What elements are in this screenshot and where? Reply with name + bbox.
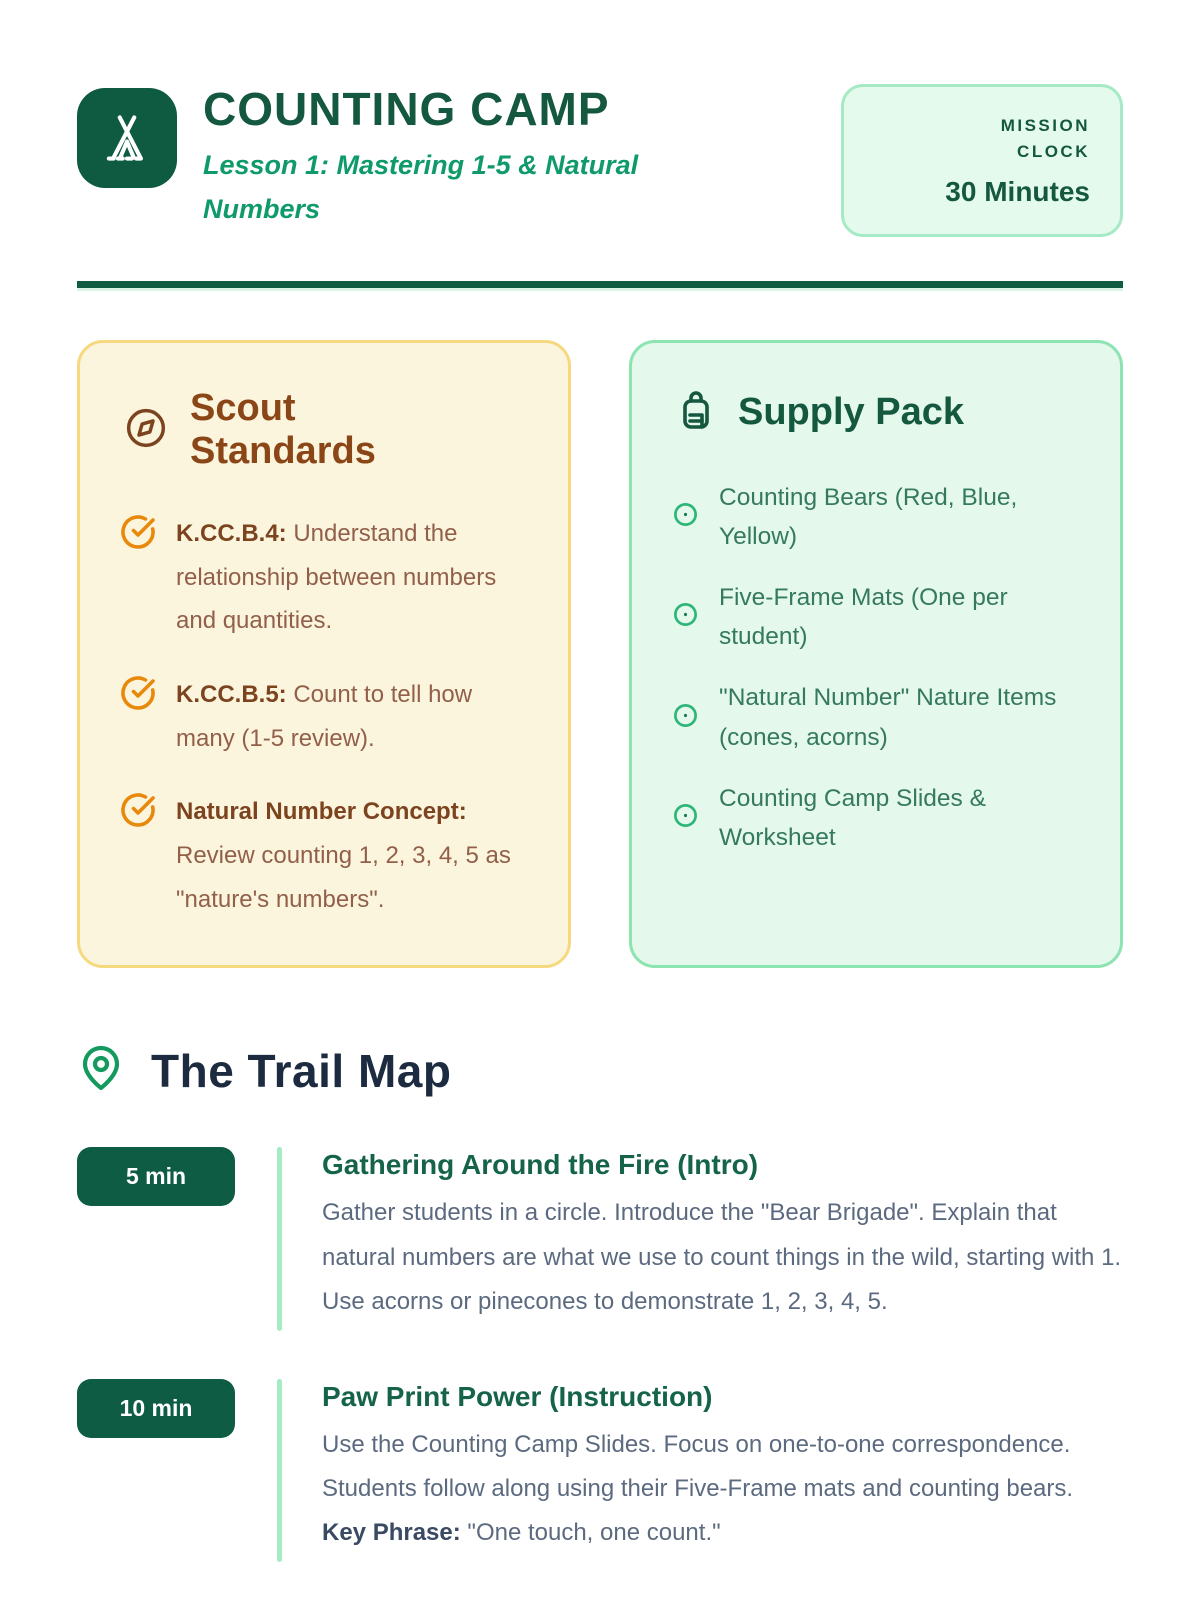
tent-icon [77,88,177,188]
standard-code: Natural Number Concept: [176,798,467,826]
step-body: Gather students in a circle. Introduce the "Bear Brigade". Explain that natural numbers are what we use to count things in the wild, starting with 1. Use acorns or pinecones to demonstrate 1, 2, 3, 4, 5. [322,1199,1122,1316]
standard-code: K.CC.B.5: [176,681,287,709]
trail-map-title: The Trail Map [151,1044,452,1097]
supply-text: Counting Camp Slides & Worksheet [719,784,986,851]
supply-item [672,478,1080,556]
step-body: Use the Counting Camp Slides. Focus on one-to-one correspondence. Students follow along using their Five-Frame mats and counting bears. Key Phrase: "One touch, one count." [322,1430,1074,1547]
trail-step [77,1147,1123,1330]
standard-text: Count to tell how many (1-5 review). [176,681,473,752]
standard-text: Review counting 1, 2, 3, 4, 5 as "nature's numbers". [176,842,511,913]
info-cards-row [77,340,1123,969]
supply-text: "Natural Number" Nature Items (cones, acorns) [719,684,1057,751]
check-circle-icon [120,514,156,643]
standard-item [120,512,528,643]
key-phrase-label: Key Phrase: [322,1519,461,1547]
supply-item [672,578,1080,656]
page-subtitle: Lesson 1: Mastering 1-5 & Natural Numbers [203,149,639,225]
bullet-dot-icon [672,802,699,834]
mission-clock-card [841,84,1123,237]
scout-standards-card [77,340,571,969]
supply-pack-title: Supply Pack [738,391,964,434]
map-pin-icon [77,1042,125,1099]
duration-badge: 5 min [77,1147,235,1206]
standard-text: Understand the relationship between numbers and quantities. [176,520,497,635]
check-circle-icon [120,675,156,760]
standard-item [120,673,528,760]
check-circle-icon [120,792,156,921]
bullet-dot-icon [672,501,699,533]
duration-badge: 10 min [77,1379,235,1438]
page-title: COUNTING CAMP [203,83,610,135]
compass-icon [120,402,172,459]
supply-text: Five-Frame Mats (One per student) [719,584,1008,651]
supply-text: Counting Bears (Red, Blue, Yellow) [719,483,1018,550]
step-title: Paw Print Power (Instruction) [322,1380,713,1412]
standard-item [120,790,528,921]
header-divider [77,281,1123,288]
mission-clock-value: 30 Minutes [945,175,1090,207]
trail-step [77,1379,1123,1562]
backpack-icon [672,387,720,440]
header [77,84,1123,237]
supply-item [672,678,1080,756]
bullet-dot-icon [672,702,699,734]
scout-standards-title: Scout Standards [190,386,376,473]
supply-pack-card [629,340,1123,969]
step-title: Gathering Around the Fire (Intro) [322,1149,759,1181]
supply-item [672,779,1080,857]
mission-clock-label: MISSION CLOCK [1000,116,1090,162]
bullet-dot-icon [672,601,699,633]
standard-code: K.CC.B.4: [176,520,287,548]
trail-map-header [77,1042,1123,1099]
